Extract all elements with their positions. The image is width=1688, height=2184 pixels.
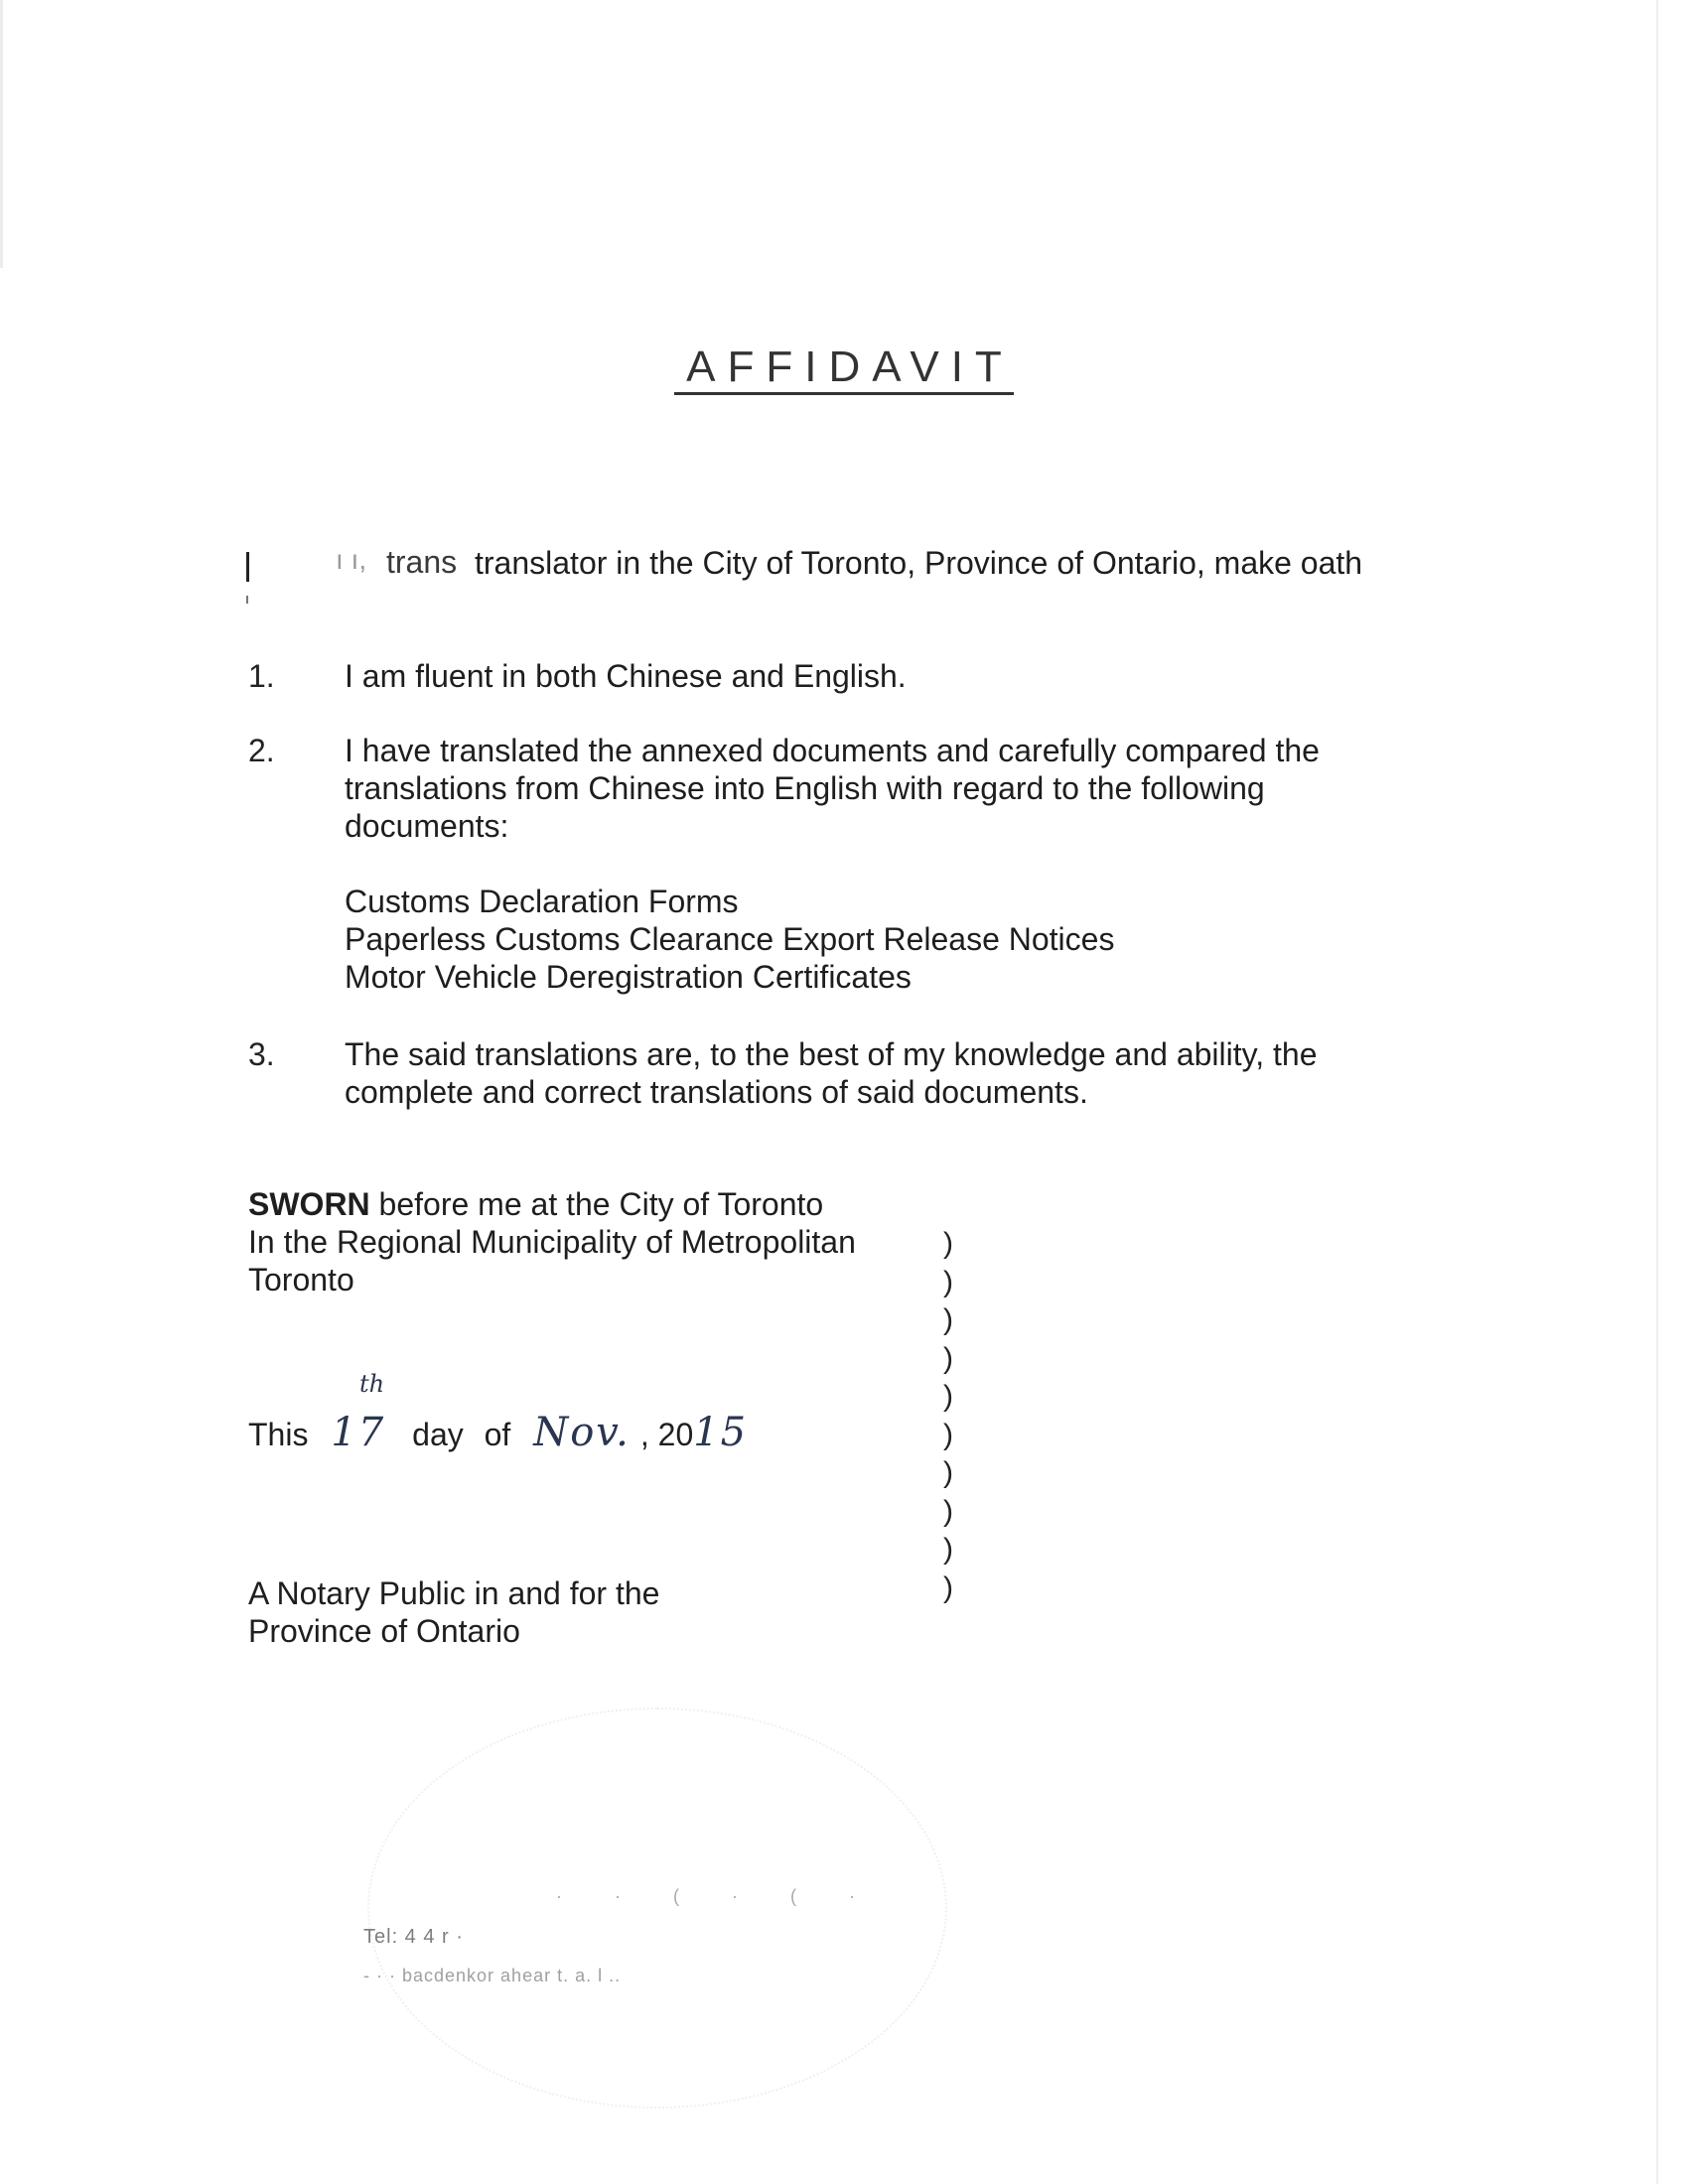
sworn-line-3: Toronto: [248, 1262, 354, 1297]
document-item: Paperless Customs Clearance Export Release Notices: [345, 921, 1115, 957]
paragraph-1-text: I am fluent in both Chinese and English.: [345, 658, 907, 694]
intro-line: translator in the City of Toronto, Province of Ontario, make oath: [475, 545, 1363, 581]
paren: ): [943, 1265, 953, 1298]
notary-block: [248, 1574, 659, 1650]
sworn-line-1: [248, 1185, 856, 1223]
stamp-line-1: Tel: 4 4 r ·: [363, 1926, 464, 1948]
paren: ): [943, 1570, 953, 1604]
paragraph-3-number: 3.: [248, 1036, 275, 1072]
faded-seal: [367, 1707, 947, 2109]
of-word: of: [484, 1417, 511, 1452]
day-suffix-handwritten: th: [359, 1370, 385, 1398]
paragraph-2-number: 2.: [248, 733, 275, 768]
document-item: Customs Declaration Forms: [345, 884, 739, 919]
paren: ): [943, 1456, 953, 1489]
paren: ): [943, 1380, 953, 1413]
document-item: Motor Vehicle Deregistration Certificates: [345, 959, 912, 995]
this-label: This: [248, 1417, 309, 1452]
intro-trans-word: trans: [386, 544, 458, 580]
scan-left-mark: [0, 0, 3, 268]
paren: ): [943, 1494, 953, 1528]
year-prefix: , 20: [639, 1417, 694, 1452]
stamp-line-2: - · · bacdenkor ahear t. a. l ..: [363, 1966, 622, 1985]
paren: ): [943, 1533, 953, 1566]
documents-list: [345, 883, 1114, 996]
year-handwritten: 15: [693, 1410, 749, 1455]
date-line: [248, 1410, 749, 1455]
paren: ): [943, 1418, 953, 1451]
scan-edge-line: [1656, 0, 1658, 2184]
month-handwritten: Nov.: [533, 1410, 631, 1455]
paragraph-2-text: I have translated the annexed documents and carefully compared the translations from Chinese into English with regard to the following documents:: [345, 733, 1320, 844]
intro-faint-marks: ı ı,: [336, 544, 367, 575]
parenthesis-column: [943, 1225, 953, 1607]
paren: ): [943, 1303, 953, 1336]
sworn-block: [248, 1185, 856, 1298]
day-word: day: [412, 1417, 464, 1452]
notary-line-1: A Notary Public in and for the: [248, 1575, 660, 1611]
day-handwritten: 17: [331, 1410, 386, 1455]
sworn-line-2: In the Regional Municipality of Metropolitan: [248, 1224, 856, 1260]
redaction-tick: [246, 596, 248, 604]
stamp-specks: · · ( · ( ·: [556, 1886, 879, 1906]
redaction-bar: [246, 552, 249, 582]
affidavit-title: AFFIDAVIT: [0, 342, 1688, 392]
paren: ): [943, 1341, 953, 1375]
paragraph-1-number: 1.: [248, 658, 275, 694]
paragraph-3-text: The said translations are, to the best of my knowledge and ability, the complete and correct translations of said documents.: [345, 1036, 1318, 1110]
paren: ): [943, 1227, 953, 1260]
sworn-line-1-rest: before me at the City of Toronto: [369, 1186, 824, 1222]
sworn-label: SWORN: [248, 1186, 370, 1222]
notary-line-2: Province of Ontario: [248, 1613, 520, 1649]
